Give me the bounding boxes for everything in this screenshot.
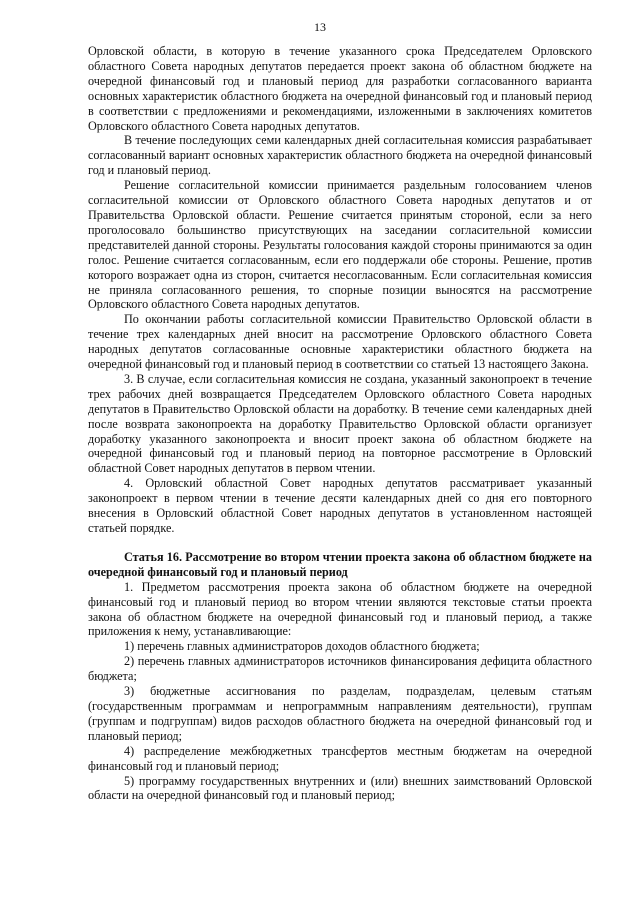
list-item: 2) перечень главных администраторов источников финансирования дефицита областного бюджета;	[88, 654, 592, 684]
list-item: 3) бюджетные ассигнования по разделам, подразделам, целевым статьям (государственным программам и непрограммным направлениям деятельности), группам (группам и подгруппам) видов расходов областного бюджета на очередной финансовый год и плановый период;	[88, 684, 592, 743]
document-body	[88, 44, 592, 803]
paragraph: В течение последующих семи календарных дней согласительная комиссия разрабатывает согласованный вариант основных характеристик областного бюджета на очередной финансовый год и плановый период.	[88, 133, 592, 178]
paragraph: 3. В случае, если согласительная комиссия не создана, указанный законопроект в течение трех рабочих дней возвращается Председателем Орловского областного Совета народных депутатов в Правительство Орловской области на доработку. В течение семи календарных дней после возврата законопроекта на доработку Правительство Орловской области организует доработку указанного законопроекта и вносит проект закона об областном бюджете на очередной финансовый год и плановый период на повторное рассмотрение в Орловский областной Совет народных депутатов в первом чтении.	[88, 371, 592, 476]
paragraph: Решение согласительной комиссии принимается раздельным голосованием членов согласительной комиссии от Орловского областного Совета народных депутатов и от Правительства Орловской области. Решение считается принятым стороной, если за него проголосовало большинство присутствующих на заседании согласительной комиссии представителей данной стороны. Результаты голосования каждой стороны принимаются за один голос. Решение считается согласованным, если его поддержали обе стороны. Решение, против которого возражает одна из сторон, считается несогласованным. Если согласительная комиссия не приняла согласованного решения, то спорные позиции выносятся на рассмотрение Орловского областного Совета народных депутатов.	[88, 178, 592, 312]
list-item: 1) перечень главных администраторов доходов областного бюджета;	[124, 639, 480, 654]
page-number: 13	[314, 20, 326, 34]
paragraph: 1. Предметом рассмотрения проекта закона об областном бюджете на очередной финансовый год и плановый период во втором чтении являются текстовые статьи проекта закона об областном бюджете на очередной финансовый год и плановый период, а также приложения к нему, устанавливающие:	[88, 579, 592, 639]
list-item: 5) программу государственных внутренних и (или) внешних заимствований Орловской области на очередной финансовый год и плановый период;	[88, 773, 592, 803]
list-item: 4) распределение межбюджетных трансфертов местным бюджетам на очередной финансовый год и плановый период;	[88, 743, 592, 773]
paragraph: По окончании работы согласительной комиссии Правительство Орловской области в течение трех календарных дней вносит на рассмотрение Орловского областного Совета народных депутатов согласованные основные характеристики областного бюджета на очередной финансовый год и плановый период в соответствии со статьей 13 настоящего Закона.	[88, 312, 592, 372]
paragraph: Орловской области, в которую в течение указанного срока Председателем Орловского областного Совета народных депутатов передается проект закона об областном бюджете на очередной финансовый год и плановый период для разработки согласованного варианта основных характеристик областного бюджета на очередной финансовый год и плановый период в соответствии с предложениями и рекомендациями, изложенными в заключениях комитетов Орловского областного Совета народных депутатов.	[88, 44, 592, 133]
paragraph: 4. Орловский областной Совет народных депутатов рассматривает указанный законопроект в первом чтении в течение десяти календарных дней со дня его повторного внесения в Орловский областной Совет народных депутатов в установленном настоящей статьей порядке.	[88, 476, 592, 535]
article-heading: Статья 16. Рассмотрение во втором чтении проекта закона об областном бюджете на очередной финансовый год и плановый период	[88, 549, 592, 579]
